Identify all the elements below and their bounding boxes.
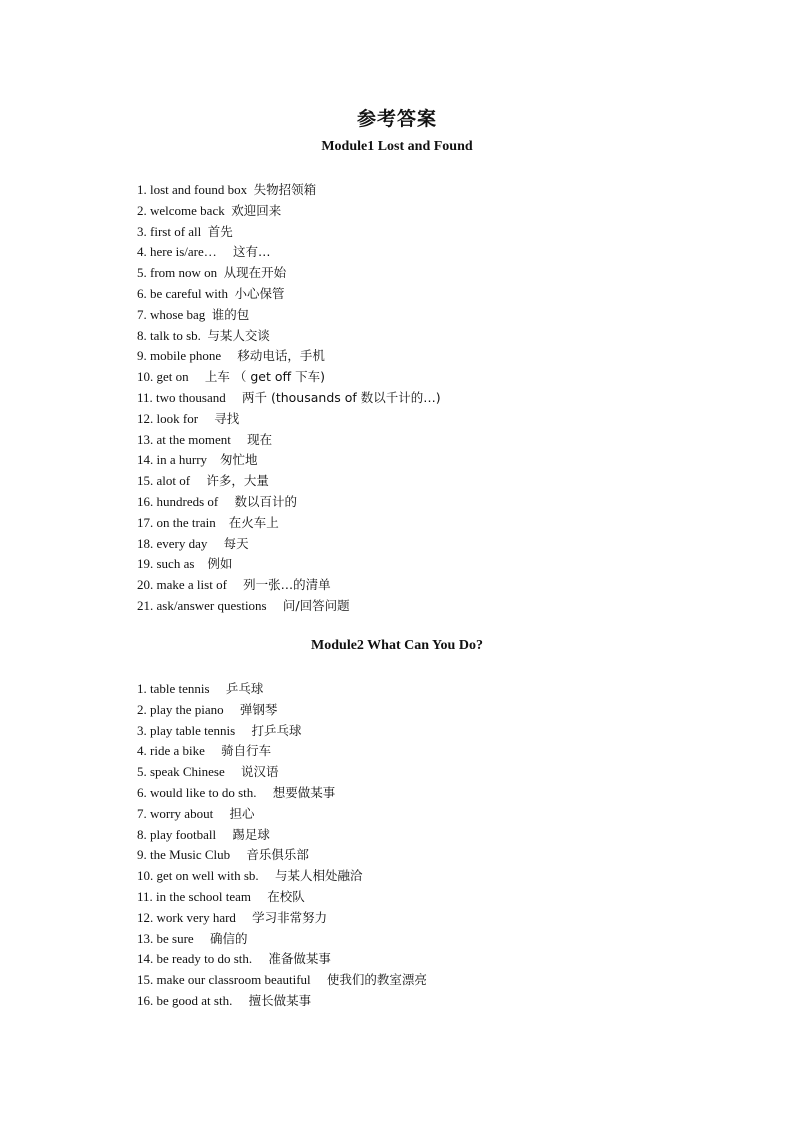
item-chinese: 踢足球 <box>232 826 270 842</box>
item-gap <box>226 390 242 405</box>
item-chinese: 欢迎回来 <box>231 202 282 218</box>
item-chinese: 乒乓球 <box>225 681 264 696</box>
item-gap <box>311 972 327 987</box>
item-number: 8. <box>137 327 147 343</box>
item-chinese: 问/回答问题 <box>282 597 350 613</box>
item-english: make a list of <box>156 577 227 593</box>
item-gap <box>267 598 283 613</box>
item-number: 1. <box>137 681 147 696</box>
item-number: 15. <box>137 972 154 988</box>
item-gap <box>251 889 267 904</box>
item-number: 10. <box>137 868 154 884</box>
page-title: 参考答案 <box>356 108 437 130</box>
item-english: whose bag <box>150 306 206 322</box>
item-number: 6. <box>137 285 147 301</box>
list-item <box>137 679 427 700</box>
item-gap <box>213 806 229 821</box>
item-english: welcome back <box>150 202 225 218</box>
list-item <box>137 575 441 596</box>
item-gap <box>224 702 240 717</box>
item-gap <box>235 723 251 738</box>
list-item <box>137 409 441 430</box>
item-english: table tennis <box>150 681 210 696</box>
item-chinese: 使我们的教室漂亮 <box>326 972 427 988</box>
item-chinese: 许多，大量 <box>206 473 269 489</box>
item-chinese: 首先 <box>207 223 233 239</box>
list-item <box>137 367 441 388</box>
list-item <box>137 804 427 825</box>
list-item <box>137 929 427 950</box>
item-english: be ready to do sth. <box>156 951 253 967</box>
item-english: hundreds of <box>156 493 219 509</box>
item-chinese: 列一张…的清单 <box>243 577 331 593</box>
item-chinese: 上车 （ get off 下车) <box>204 369 325 385</box>
item-number: 6. <box>137 784 147 800</box>
list-item <box>137 471 441 492</box>
item-gap <box>198 411 214 426</box>
item-gap <box>210 681 226 696</box>
item-number: 19. <box>137 556 154 572</box>
item-english: ride a bike <box>150 743 205 759</box>
item-gap <box>216 827 232 842</box>
module1-title: Module1 Lost and Found <box>321 139 473 154</box>
item-chinese: 小心保管 <box>234 285 285 301</box>
item-chinese: 现在 <box>247 431 273 447</box>
item-chinese: 从现在开始 <box>223 265 287 281</box>
item-chinese: 擅长做某事 <box>248 992 312 1008</box>
item-gap <box>190 473 206 488</box>
list-item <box>137 700 427 721</box>
item-number: 12. <box>137 909 154 925</box>
item-english: from now on <box>150 265 218 281</box>
list-item <box>137 201 441 222</box>
item-number: 3. <box>137 722 147 738</box>
list-item <box>137 513 441 534</box>
item-gap <box>232 993 248 1008</box>
item-number: 20. <box>137 577 154 593</box>
item-number: 7. <box>137 805 147 821</box>
list-item <box>137 346 441 367</box>
item-english: in the school team <box>156 888 251 904</box>
item-english: worry about <box>150 805 214 821</box>
item-chinese: 在火车上 <box>228 514 279 530</box>
item-number: 14. <box>137 452 154 468</box>
item-number: 17. <box>137 514 154 530</box>
item-gap <box>236 910 252 925</box>
list-item <box>137 783 427 804</box>
item-chinese: 学习非常努力 <box>252 909 328 925</box>
item-chinese: 数以百计的 <box>234 493 298 509</box>
item-number: 4. <box>137 743 147 759</box>
module2-list <box>137 679 427 1012</box>
item-chinese: 匆忙地 <box>220 452 258 468</box>
module1-list <box>137 180 441 617</box>
item-chinese: 失物招领箱 <box>253 182 317 197</box>
item-gap <box>216 515 229 530</box>
list-item <box>137 762 427 783</box>
item-gap <box>194 556 207 571</box>
item-english: two thousand <box>156 389 226 405</box>
module2-title: Module2 What Can You Do? <box>311 638 483 653</box>
item-number: 10. <box>137 369 154 385</box>
item-english: on the train <box>156 514 216 530</box>
list-item <box>137 741 427 762</box>
list-item <box>137 596 441 617</box>
item-english: alot of <box>156 473 191 489</box>
item-number: 12. <box>137 410 154 426</box>
item-english: lost and found box <box>150 182 248 197</box>
item-english: play football <box>150 826 217 842</box>
item-chinese: 例如 <box>207 556 233 572</box>
list-item <box>137 180 441 201</box>
item-number: 15. <box>137 473 154 489</box>
item-gap <box>227 577 243 592</box>
item-chinese: 说汉语 <box>240 764 279 780</box>
item-english: make our classroom beautiful <box>156 972 311 988</box>
item-chinese: 与某人相处融洽 <box>274 868 363 884</box>
item-chinese: 这有… <box>233 244 271 260</box>
list-item <box>137 326 441 347</box>
item-number: 3. <box>137 223 147 239</box>
item-english: look for <box>156 410 199 426</box>
item-gap <box>230 847 246 862</box>
item-english: here is/are… <box>150 244 217 260</box>
item-number: 5. <box>137 265 147 281</box>
item-number: 4. <box>137 244 147 260</box>
list-item <box>137 284 441 305</box>
item-gap <box>194 931 210 946</box>
item-chinese: 移动电话，手机 <box>237 348 325 364</box>
item-number: 14. <box>137 951 154 967</box>
item-chinese: 骑自行车 <box>221 743 272 759</box>
item-english: in a hurry <box>156 452 208 468</box>
item-english: mobile phone <box>150 348 222 364</box>
list-item <box>137 866 427 887</box>
item-number: 16. <box>137 493 154 509</box>
item-number: 9. <box>137 348 147 364</box>
item-chinese: 寻找 <box>214 410 240 426</box>
list-item <box>137 263 441 284</box>
item-number: 16. <box>137 992 154 1008</box>
item-gap <box>205 743 221 758</box>
item-chinese: 打乒乓球 <box>251 722 302 738</box>
item-chinese: 在校队 <box>267 888 305 904</box>
item-chinese: 音乐俱乐部 <box>246 847 309 863</box>
list-item <box>137 430 441 451</box>
item-chinese: 谁的包 <box>211 306 250 322</box>
list-item <box>137 242 441 263</box>
item-number: 2. <box>137 701 147 717</box>
item-english: play the piano <box>150 701 224 717</box>
list-item <box>137 534 441 555</box>
list-item <box>137 305 441 326</box>
item-english: speak Chinese <box>150 764 225 780</box>
item-number: 7. <box>137 306 147 322</box>
item-gap <box>259 868 275 883</box>
item-number: 21. <box>137 597 154 613</box>
list-item <box>137 721 427 742</box>
item-number: 5. <box>137 764 147 780</box>
item-chinese: 每天 <box>223 535 249 551</box>
item-gap <box>231 432 247 447</box>
item-gap <box>207 452 220 467</box>
item-chinese: 两千 (thousands of 数以千计的…) <box>241 389 441 405</box>
list-item <box>137 825 427 846</box>
item-number: 13. <box>137 431 154 447</box>
item-english: get on <box>156 369 189 385</box>
item-chinese: 与某人交谈 <box>207 327 270 343</box>
item-english: play table tennis <box>150 722 236 738</box>
list-item <box>137 554 441 575</box>
item-number: 11. <box>137 888 153 904</box>
item-chinese: 担心 <box>229 805 255 821</box>
item-english: would like to do sth. <box>150 784 257 800</box>
item-gap <box>207 536 223 551</box>
item-english: at the moment <box>156 431 231 447</box>
item-english: work very hard <box>156 909 236 925</box>
list-item <box>137 908 427 929</box>
item-english: be careful with <box>150 285 228 301</box>
item-chinese: 确信的 <box>209 930 248 946</box>
item-number: 9. <box>137 847 147 863</box>
item-english: such as <box>156 556 195 572</box>
list-item <box>137 949 427 970</box>
item-gap <box>218 494 234 509</box>
item-number: 1. <box>137 182 147 197</box>
item-english: every day <box>156 535 208 551</box>
item-english: be sure <box>156 930 194 946</box>
item-gap <box>221 348 237 363</box>
item-gap <box>257 785 273 800</box>
list-item <box>137 845 427 866</box>
item-chinese: 弹钢琴 <box>239 701 278 717</box>
list-item <box>137 450 441 471</box>
item-gap <box>217 244 233 259</box>
list-item <box>137 222 441 243</box>
list-item <box>137 492 441 513</box>
item-english: talk to sb. <box>150 327 201 343</box>
item-chinese: 准备做某事 <box>268 951 331 967</box>
item-english: the Music Club <box>150 847 231 863</box>
item-english: get on well with sb. <box>156 868 259 884</box>
item-chinese: 想要做某事 <box>272 784 336 800</box>
item-english: first of all <box>150 223 202 239</box>
item-english: be good at sth. <box>156 992 233 1008</box>
item-english: ask/answer questions <box>156 597 267 613</box>
item-gap <box>189 369 205 384</box>
list-item <box>137 970 427 991</box>
item-number: 18. <box>137 535 154 551</box>
item-gap <box>225 764 241 779</box>
list-item <box>137 887 427 908</box>
item-number: 8. <box>137 826 147 842</box>
item-number: 2. <box>137 202 147 218</box>
item-number: 13. <box>137 930 154 946</box>
item-gap <box>252 951 268 966</box>
item-number: 11. <box>137 389 153 405</box>
list-item <box>137 991 427 1012</box>
list-item <box>137 388 441 409</box>
